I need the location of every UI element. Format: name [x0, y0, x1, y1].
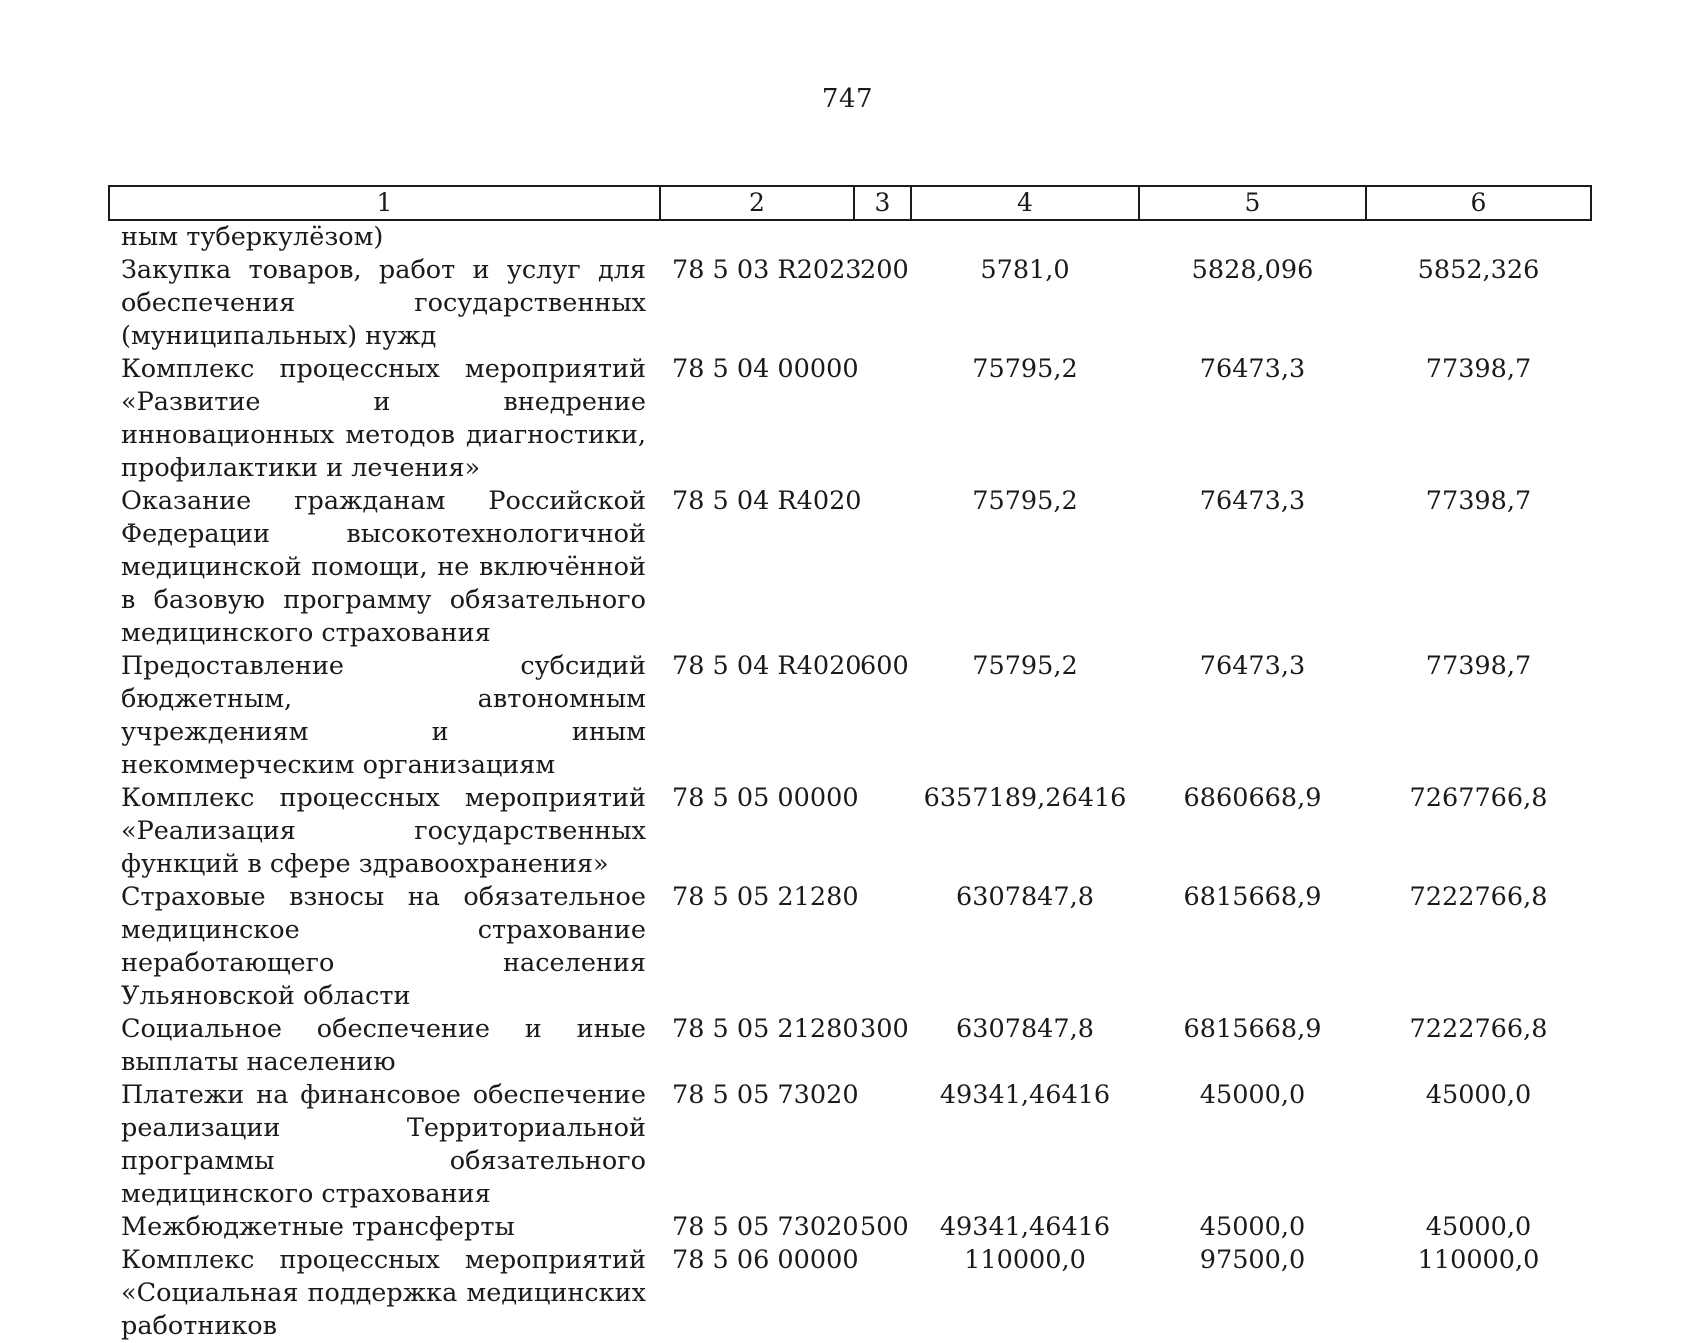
- row-name: Комплекс процессных мероприятий «Развитие и внедрение инновационных методов диагностики, профилактики и лечения»: [121, 354, 646, 483]
- row-value-4: 75795,2: [972, 651, 1078, 681]
- row-code: 78 5 05 00000: [672, 783, 859, 813]
- row-expense-type: 600: [860, 651, 909, 681]
- row-expense-type: [854, 220, 911, 254]
- row-value-4: 49341,46416: [939, 1080, 1111, 1110]
- row-value-6: 45000,0: [1425, 1080, 1532, 1110]
- column-header-3: 3: [854, 186, 911, 220]
- table-row: [109, 1079, 1591, 1211]
- row-expense-type: [854, 881, 911, 1013]
- row-value-6: [1366, 220, 1591, 254]
- row-value-6: 77398,7: [1425, 486, 1532, 516]
- row-expense-type: 200: [860, 255, 909, 285]
- row-name: Комплекс процессных мероприятий «Реализация государственных функций в сфере здравоохранения»: [121, 783, 646, 879]
- row-value-5: 45000,0: [1199, 1080, 1306, 1110]
- row-value-6: 77398,7: [1425, 651, 1532, 681]
- column-header-6: 6: [1366, 186, 1591, 220]
- row-expense-type: 500: [860, 1212, 909, 1242]
- table-row: [109, 254, 1591, 353]
- row-value-5: 76473,3: [1199, 354, 1306, 384]
- row-value-5: 6815668,9: [1183, 882, 1322, 912]
- row-value-6: 5852,326: [1417, 255, 1540, 285]
- table-body: [109, 220, 1591, 1343]
- row-name: Социальное обеспечение и иные выплаты населению: [121, 1014, 646, 1077]
- row-expense-type: [854, 485, 911, 650]
- row-value-5: 6860668,9: [1183, 783, 1322, 813]
- row-value-4: 75795,2: [972, 354, 1078, 384]
- row-value-4: 6307847,8: [956, 882, 1094, 912]
- table-row: [109, 1211, 1591, 1244]
- row-name: Платежи на финансовое обеспечение реализации Территориальной программы обязательного медицинского страхования: [121, 1080, 646, 1209]
- row-expense-type: 300: [860, 1014, 909, 1044]
- table-row: [109, 220, 1591, 254]
- row-value-5: [1139, 220, 1366, 254]
- row-value-5: 5828,096: [1191, 255, 1314, 285]
- row-value-6: 7222766,8: [1409, 1014, 1548, 1044]
- row-value-4: 75795,2: [972, 486, 1078, 516]
- table-row: [109, 1244, 1591, 1343]
- table-row: [109, 1013, 1591, 1079]
- row-value-5: 6815668,9: [1183, 1014, 1322, 1044]
- row-value-6: 7267766,8: [1409, 783, 1548, 813]
- row-value-5: 76473,3: [1199, 486, 1306, 516]
- row-value-4: 6307847,8: [956, 1014, 1094, 1044]
- row-value-5: 45000,0: [1199, 1212, 1306, 1242]
- column-header-4: 4: [911, 186, 1139, 220]
- row-code: 78 5 05 21280: [672, 1014, 859, 1044]
- row-code: 78 5 05 73020: [672, 1212, 859, 1242]
- row-code: 78 5 05 21280: [672, 882, 859, 912]
- row-value-4: 49341,46416: [939, 1212, 1111, 1242]
- column-header-5: 5: [1139, 186, 1366, 220]
- row-value-4: 5781,0: [980, 255, 1070, 285]
- table-row: [109, 782, 1591, 881]
- table-row: [109, 485, 1591, 650]
- table-row: [109, 650, 1591, 782]
- row-value-6: 110000,0: [1417, 1245, 1540, 1275]
- budget-table: [108, 185, 1592, 1343]
- row-name: Межбюджетные трансферты: [121, 1212, 515, 1242]
- row-expense-type: [854, 1079, 911, 1211]
- row-name: ным туберкулёзом): [121, 222, 384, 252]
- row-name: Комплекс процессных мероприятий «Социальная поддержка медицинских работников: [121, 1245, 646, 1341]
- table-row: [109, 353, 1591, 485]
- header-row: [109, 186, 1591, 220]
- row-name: Закупка товаров, работ и услуг для обеспечения государственных (муниципальных) нужд: [121, 255, 646, 351]
- column-header-1: 1: [109, 186, 660, 220]
- row-code: 78 5 03 R2023: [672, 255, 862, 285]
- row-code: 78 5 04 00000: [672, 354, 859, 384]
- row-code: 78 5 06 00000: [672, 1245, 859, 1275]
- page-number: 747: [821, 84, 874, 114]
- row-expense-type: [854, 782, 911, 881]
- row-name: Страховые взносы на обязательное медицинское страхование неработающего населения Ульяновской области: [121, 882, 646, 1011]
- row-code: 78 5 04 R4020: [672, 651, 862, 681]
- row-value-4: [911, 220, 1139, 254]
- row-value-4: 110000,0: [964, 1245, 1086, 1275]
- row-expense-type: [854, 353, 911, 485]
- row-code: [660, 220, 854, 254]
- row-value-5: 97500,0: [1199, 1245, 1306, 1275]
- row-value-4: 6357189,26416: [923, 783, 1127, 813]
- table-header: [109, 186, 1591, 220]
- row-value-6: 45000,0: [1425, 1212, 1532, 1242]
- row-value-6: 7222766,8: [1409, 882, 1548, 912]
- row-name: Предоставление субсидий бюджетным, автономным учреждениям и иным некоммерческим организациям: [121, 651, 646, 780]
- row-value-6: 77398,7: [1425, 354, 1532, 384]
- row-code: 78 5 04 R4020: [672, 486, 862, 516]
- row-expense-type: [854, 1244, 911, 1343]
- row-name: Оказание гражданам Российской Федерации высокотехнологичной медицинской помощи, не включённой в базовую программу обязательного медицинского страхования: [121, 486, 646, 648]
- row-value-5: 76473,3: [1199, 651, 1306, 681]
- row-code: 78 5 05 73020: [672, 1080, 859, 1110]
- column-header-2: 2: [660, 186, 854, 220]
- table-row: [109, 881, 1591, 1013]
